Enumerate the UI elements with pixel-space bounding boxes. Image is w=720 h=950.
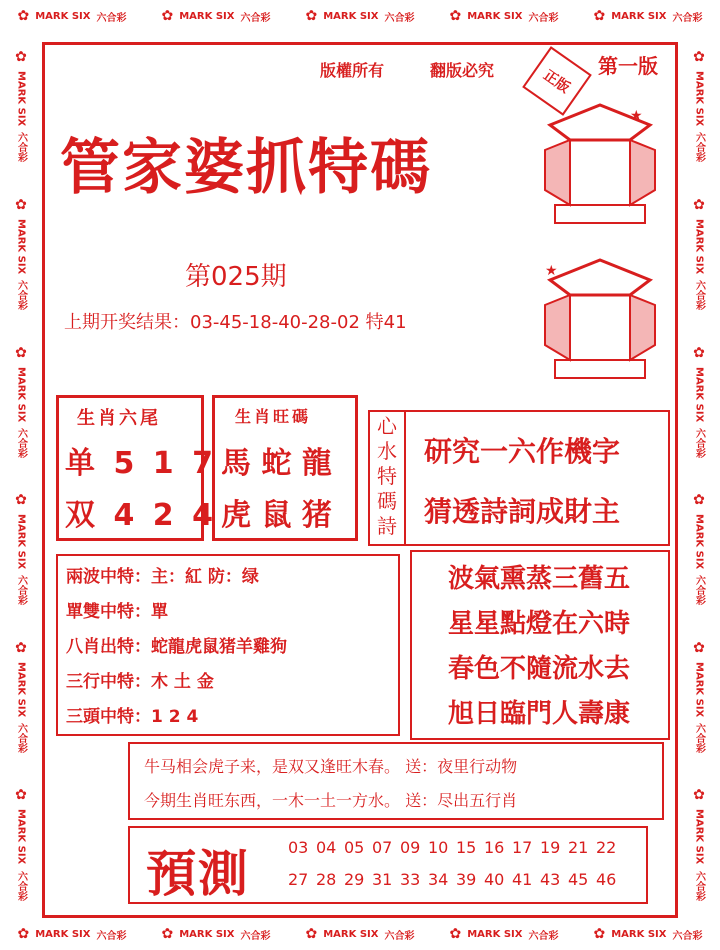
liuhecai-text: 六合彩 xyxy=(240,930,271,942)
border-cell xyxy=(450,926,559,942)
liuhecai-text: 六合彩 xyxy=(693,723,705,754)
zodiac-tail-heading: 生肖六尾 xyxy=(77,408,161,429)
page-title: 管家婆抓特碼 xyxy=(60,133,432,203)
mark-six-text: MARK SIX xyxy=(693,661,705,718)
prediction-box xyxy=(128,826,648,904)
zodiac-hot-box xyxy=(212,395,358,541)
border-cell xyxy=(594,926,703,942)
liuhecai-text: 六合彩 xyxy=(15,427,27,458)
zodiac-hot-row2: 虎 鼠 猪 xyxy=(221,498,332,533)
prediction-number: 46 xyxy=(596,870,617,889)
hint-line-2: 今期生肖旺东西，一木一土一方水。 送：尽出五行肖 xyxy=(144,791,518,810)
border-cell xyxy=(306,926,415,942)
special-label: 兩波中特： xyxy=(66,567,151,587)
lantern-bottom-icon xyxy=(530,250,670,390)
prediction-number: 28 xyxy=(316,870,337,889)
prediction-number: 05 xyxy=(344,838,365,857)
mark-six-text: MARK SIX xyxy=(467,10,523,22)
liuhecai-text: 六合彩 xyxy=(672,930,703,942)
prediction-number: 31 xyxy=(372,870,393,889)
special-label: 三行中特： xyxy=(66,672,151,692)
flower-icon: ✿ xyxy=(161,926,174,942)
border-cell xyxy=(691,49,707,162)
liuhecai-text: 六合彩 xyxy=(15,723,27,754)
border-cell xyxy=(594,8,703,24)
special-label: 單雙中特： xyxy=(66,602,151,622)
liuhecai-text: 六合彩 xyxy=(96,12,127,24)
special-row xyxy=(66,702,287,737)
border-cell xyxy=(13,640,29,753)
flower-icon: ✿ xyxy=(593,8,606,24)
prediction-number: 19 xyxy=(540,838,561,857)
special-label: 三頭中特： xyxy=(66,707,151,727)
liuhecai-text: 六合彩 xyxy=(693,427,705,458)
poem-right-line: 旭日臨門人壽康 xyxy=(448,699,631,729)
border-cell xyxy=(306,8,415,24)
special-value: 主：紅 防：绿 xyxy=(151,567,259,587)
border-cell xyxy=(450,8,559,24)
flower-icon: ✿ xyxy=(691,639,707,656)
special-value: 木 土 金 xyxy=(151,672,214,692)
flower-icon: ✿ xyxy=(13,196,29,213)
flower-icon: ✿ xyxy=(691,344,707,361)
border-cell xyxy=(13,49,29,162)
border-cell xyxy=(691,492,707,605)
specials-list xyxy=(66,562,287,737)
mark-six-text: MARK SIX xyxy=(179,928,235,940)
border-cell xyxy=(18,8,127,24)
flower-icon: ✿ xyxy=(691,787,707,804)
lantern-top-icon xyxy=(530,95,670,235)
poem-line-1: 研究一六作機字 xyxy=(424,435,621,468)
prediction-number: 33 xyxy=(400,870,421,889)
special-value: 1 2 4 xyxy=(151,707,199,727)
special-value: 單 xyxy=(151,602,168,622)
flower-icon: ✿ xyxy=(13,492,29,509)
edition-label: 第一版 xyxy=(598,54,658,78)
flower-icon: ✿ xyxy=(13,49,29,66)
border-cell xyxy=(18,926,127,942)
liuhecai-text: 六合彩 xyxy=(693,132,705,163)
copyright-left: 版權所有 xyxy=(320,61,385,80)
specials-box xyxy=(56,554,400,736)
mark-six-text: MARK SIX xyxy=(15,366,27,422)
liuhecai-text: 六合彩 xyxy=(15,280,27,311)
prediction-number: 40 xyxy=(484,870,505,889)
svg-text:★: ★ xyxy=(630,108,643,124)
last-result: 上期开奖结果：03-45-18-40-28-02 特41 xyxy=(64,312,407,333)
liuhecai-text: 六合彩 xyxy=(693,280,705,311)
copyright-right: 翻版必究 xyxy=(430,61,495,80)
poem-right-line: 波氣熏蒸三舊五 xyxy=(448,564,631,594)
poem-right-line: 春色不隨流水去 xyxy=(448,654,631,684)
border-cell xyxy=(13,787,29,900)
flower-icon: ✿ xyxy=(305,8,318,24)
mark-six-text: MARK SIX xyxy=(693,809,705,865)
mark-six-text: MARK SIX xyxy=(467,928,523,940)
issue-number: 第025期 xyxy=(185,262,287,292)
special-value: 蛇龍虎鼠猪羊雞狗 xyxy=(151,637,287,657)
liuhecai-text: 六合彩 xyxy=(693,575,705,606)
flower-icon: ✿ xyxy=(593,926,606,942)
liuhecai-text: 六合彩 xyxy=(693,870,705,901)
flower-icon: ✿ xyxy=(305,926,318,942)
bottom-border xyxy=(0,918,720,950)
prediction-number: 34 xyxy=(428,870,449,889)
prediction-row-1 xyxy=(288,838,618,857)
zodiac-tail-box xyxy=(56,395,217,541)
special-row xyxy=(66,562,287,597)
prediction-number: 03 xyxy=(288,838,309,857)
mark-six-text: MARK SIX xyxy=(323,928,379,940)
mark-six-text: MARK SIX xyxy=(15,514,27,570)
border-cell xyxy=(162,8,271,24)
border-cell xyxy=(691,345,707,458)
genuine-stamp: 正版 xyxy=(522,46,592,116)
right-border xyxy=(678,32,720,918)
mark-six-text: MARK SIX xyxy=(15,71,27,127)
poem-right-lines xyxy=(448,558,630,738)
border-cell xyxy=(13,492,29,605)
flower-icon: ✿ xyxy=(691,49,707,66)
border-cell xyxy=(162,926,271,942)
special-row xyxy=(66,632,287,667)
flower-icon: ✿ xyxy=(449,8,462,24)
zodiac-tail-odd: 单 5 1 7 xyxy=(65,446,217,481)
border-cell xyxy=(13,345,29,458)
flower-icon: ✿ xyxy=(13,787,29,804)
mark-six-text: MARK SIX xyxy=(35,10,91,22)
svg-text:★: ★ xyxy=(545,263,558,279)
mark-six-text: MARK SIX xyxy=(693,366,705,422)
poem-box-label: 心水特碼詩 xyxy=(377,414,397,538)
prediction-number: 07 xyxy=(372,838,393,857)
liuhecai-text: 六合彩 xyxy=(672,12,703,24)
border-cell xyxy=(691,640,707,753)
flower-icon: ✿ xyxy=(691,492,707,509)
mark-six-text: MARK SIX xyxy=(15,661,27,718)
liuhecai-text: 六合彩 xyxy=(96,930,127,942)
flower-icon: ✿ xyxy=(691,196,707,213)
liuhecai-text: 六合彩 xyxy=(15,132,27,163)
prediction-number: 22 xyxy=(596,838,617,857)
zodiac-hot-row1: 馬 蛇 龍 xyxy=(221,446,332,481)
special-row xyxy=(66,597,287,632)
mark-six-text: MARK SIX xyxy=(611,10,667,22)
prediction-number: 17 xyxy=(512,838,533,857)
prediction-number: 09 xyxy=(400,838,421,857)
flower-icon: ✿ xyxy=(13,639,29,656)
mark-six-text: MARK SIX xyxy=(15,218,27,275)
zodiac-tail-even: 双 4 2 4 xyxy=(65,498,217,533)
special-label: 八肖出特： xyxy=(66,637,151,657)
left-border xyxy=(0,32,42,918)
flower-icon: ✿ xyxy=(13,344,29,361)
prediction-number: 10 xyxy=(428,838,449,857)
prediction-number: 45 xyxy=(568,870,589,889)
mark-six-text: MARK SIX xyxy=(323,10,379,22)
zodiac-hot-heading: 生肖旺碼 xyxy=(235,407,312,426)
mark-six-text: MARK SIX xyxy=(693,218,705,275)
prediction-number: 39 xyxy=(456,870,477,889)
poem-right-line: 星星點燈在六時 xyxy=(448,609,631,639)
prediction-number: 29 xyxy=(344,870,365,889)
mark-six-text: MARK SIX xyxy=(611,928,667,940)
prediction-number: 16 xyxy=(484,838,505,857)
special-row xyxy=(66,667,287,702)
liuhecai-text: 六合彩 xyxy=(15,870,27,901)
prediction-row-2 xyxy=(288,870,618,889)
liuhecai-text: 六合彩 xyxy=(528,12,559,24)
mark-six-text: MARK SIX xyxy=(179,10,235,22)
flower-icon: ✿ xyxy=(17,8,30,24)
prediction-number: 41 xyxy=(512,870,533,889)
prediction-number: 27 xyxy=(288,870,309,889)
prediction-number: 43 xyxy=(540,870,561,889)
border-cell xyxy=(691,197,707,310)
mark-six-text: MARK SIX xyxy=(15,809,27,865)
poem-box xyxy=(368,410,670,546)
mark-six-text: MARK SIX xyxy=(693,514,705,570)
hints-box xyxy=(128,742,664,820)
prediction-label: 預測 xyxy=(146,844,250,903)
liuhecai-text: 六合彩 xyxy=(528,930,559,942)
prediction-number: 21 xyxy=(568,838,589,857)
flower-icon: ✿ xyxy=(449,926,462,942)
liuhecai-text: 六合彩 xyxy=(15,575,27,606)
mark-six-text: MARK SIX xyxy=(35,928,91,940)
hint-line-1: 牛马相会虎子来，是双又逢旺木春。 送：夜里行动物 xyxy=(144,757,518,776)
liuhecai-text: 六合彩 xyxy=(384,12,415,24)
liuhecai-text: 六合彩 xyxy=(384,930,415,942)
mark-six-text: MARK SIX xyxy=(693,71,705,127)
flower-icon: ✿ xyxy=(17,926,30,942)
poem-right-box xyxy=(410,550,670,740)
poem-line-2: 猜透詩詞成財主 xyxy=(424,495,621,528)
top-border xyxy=(0,0,720,32)
flower-icon: ✿ xyxy=(161,8,174,24)
prediction-number: 04 xyxy=(316,838,337,857)
border-cell xyxy=(691,787,707,900)
liuhecai-text: 六合彩 xyxy=(240,12,271,24)
prediction-number: 15 xyxy=(456,838,477,857)
border-cell xyxy=(13,197,29,310)
